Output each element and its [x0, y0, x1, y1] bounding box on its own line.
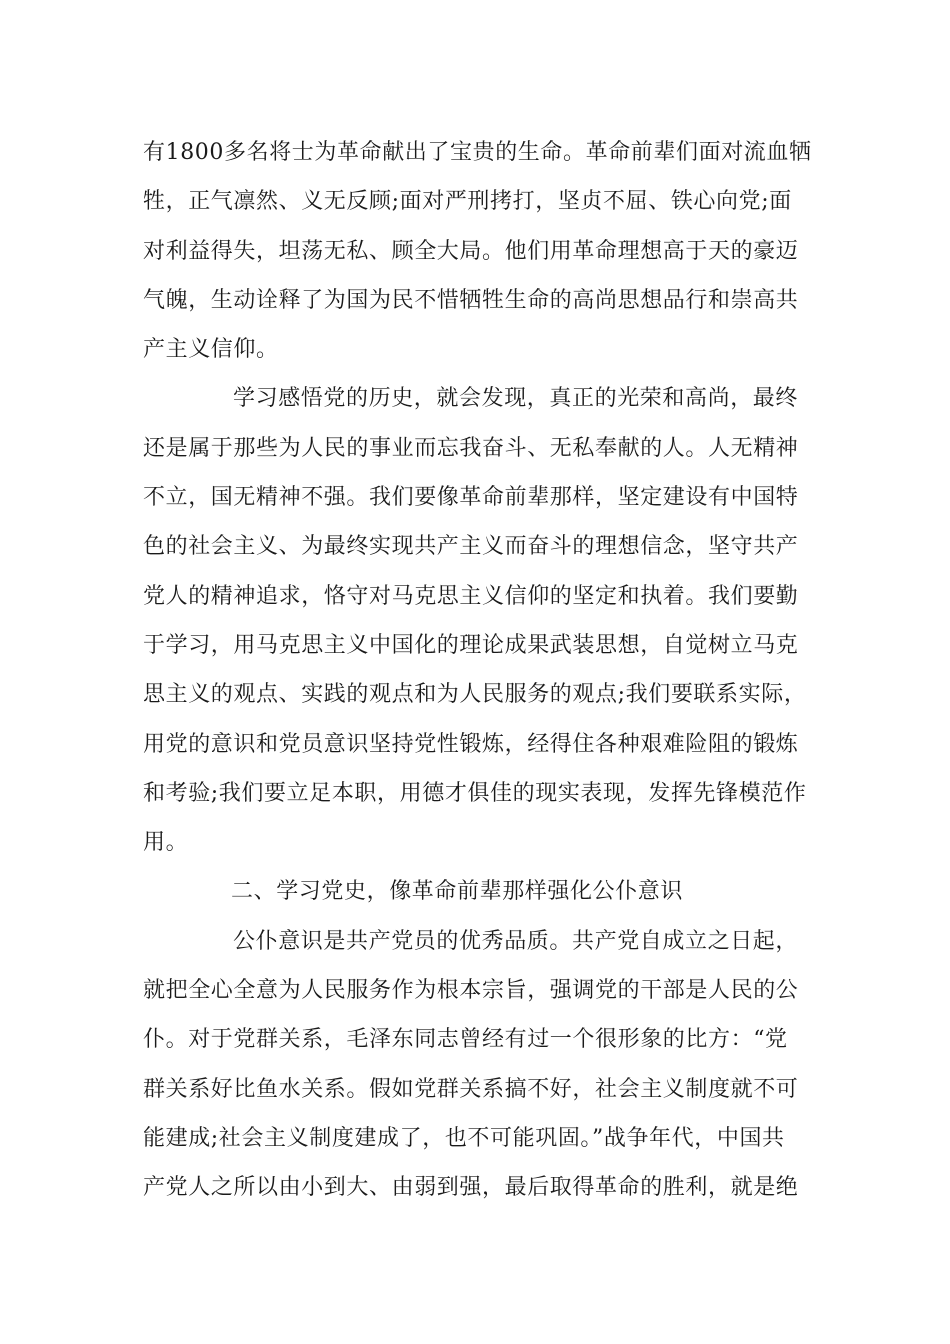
text-line: 牲，正气凛然、义无反顾;面对严刑拷打，坚贞不屈、铁心向党;面 [143, 189, 792, 215]
text-line: 气魄，生动诠释了为国为民不惜牺牲生命的高尚思想品行和崇高共 [143, 287, 799, 313]
paragraph-first-line: 公仆意识是共产党员的优秀品质。共产党自成立之日起， [233, 928, 799, 954]
text-line: 于学习，用马克思主义中国化的理论成果武装思想，自觉树立马克 [143, 632, 799, 658]
text-line: 有1800多名将士为革命献出了宝贵的生命。革命前辈们面对流血牺 [143, 140, 812, 165]
text-line: 和考验;我们要立足本职，用德才俱佳的现实表现，发挥先锋模范作 [143, 780, 807, 806]
text-line: 用。 [143, 830, 189, 856]
text-line: 就把全心全意为人民服务作为根本宗旨，强调党的干部是人民的公 [143, 978, 799, 1004]
text-line: 色的社会主义、为最终实现共产主义而奋斗的理想信念，坚守共产 [143, 534, 799, 560]
text-line: 用党的意识和党员意识坚持党性锻炼，经得住各种艰难险阻的锻炼 [143, 731, 799, 757]
text-line: 党人的精神追求，恪守对马克思主义信仰的坚定和执着。我们要勤 [143, 583, 799, 609]
section-heading: 二、学习党史，像革命前辈那样强化公仆意识 [231, 879, 684, 905]
document-body [143, 128, 813, 1213]
text-line: 产党人之所以由小到大、由弱到强，最后取得革命的胜利，就是绝 [143, 1175, 799, 1201]
text-line: 产主义信仰。 [143, 337, 279, 363]
text-line: 能建成;社会主义制度建成了，也不可能巩固。”战争年代，中国共 [143, 1125, 785, 1151]
text-line: 仆。对于党群关系，毛泽东同志曾经有过一个很形象的比方：“党 [143, 1027, 788, 1053]
text-line: 还是属于那些为人民的事业而忘我奋斗、无私奉献的人。人无精神 [143, 435, 799, 461]
paragraph-first-line: 学习感悟党的历史，就会发现，真正的光荣和高尚，最终 [233, 386, 799, 412]
text-line: 思主义的观点、实践的观点和为人民服务的观点;我们要联系实际， [143, 682, 807, 708]
text-line: 群关系好比鱼水关系。假如党群关系搞不好，社会主义制度就不可 [143, 1076, 799, 1102]
text-line: 不立，国无精神不强。我们要像革命前辈那样，坚定建设有中国特 [143, 485, 799, 511]
text-line: 对利益得失，坦荡无私、顾全大局。他们用革命理想高于天的豪迈 [143, 238, 799, 264]
